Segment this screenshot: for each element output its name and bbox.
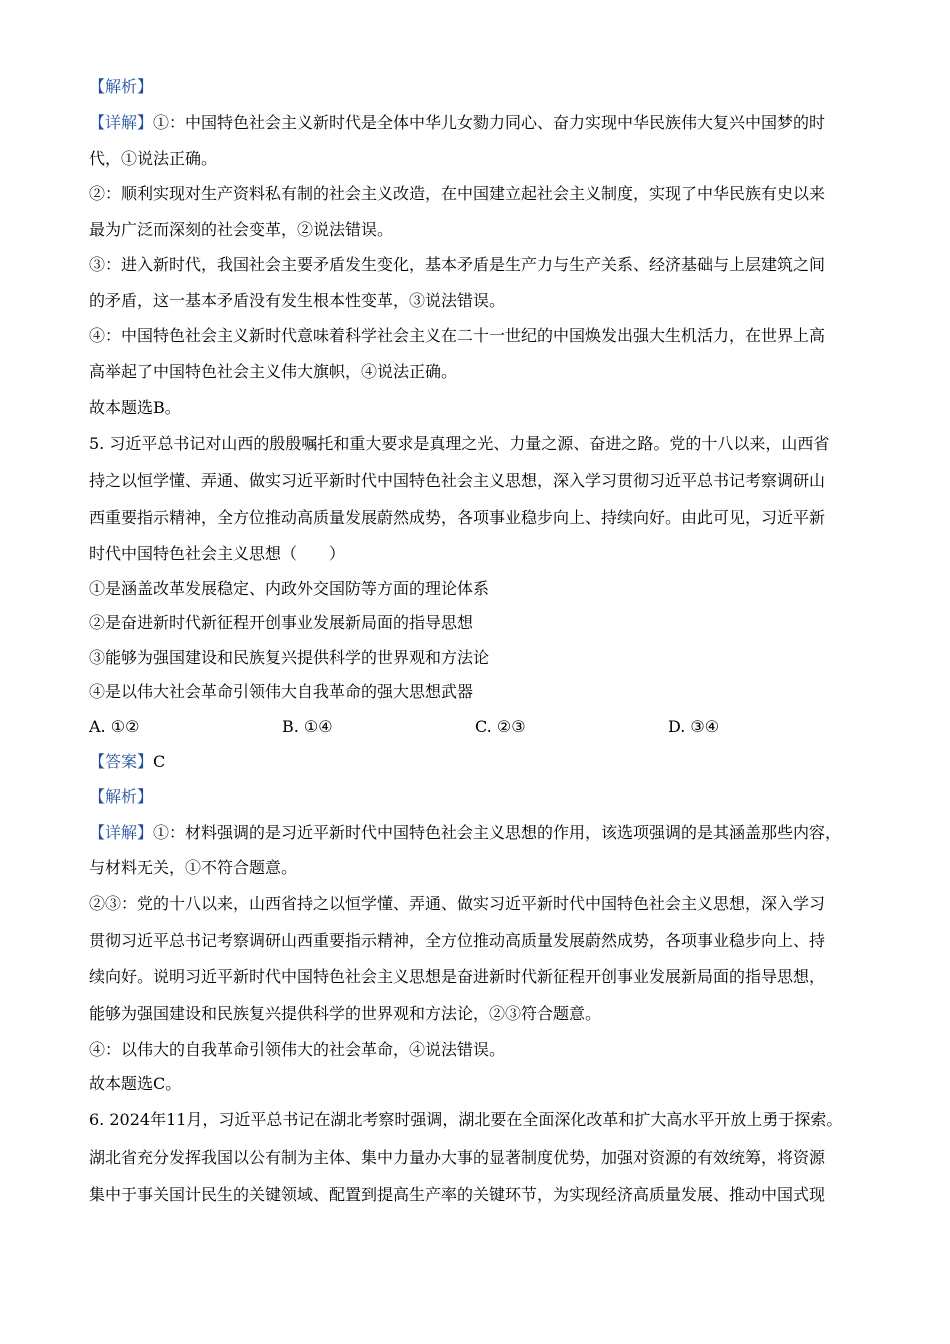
q4-detail-line-4: 最为广泛而深刻的社会变革，②说法错误。 bbox=[89, 220, 394, 239]
q5-answer-label: 【答案】 bbox=[89, 752, 154, 771]
q4-analysis-label: 【解析】 bbox=[89, 77, 154, 96]
q5-statement-1: ①是涵盖改革发展稳定、内政外交国防等方面的理论体系 bbox=[89, 579, 490, 598]
q5-detail-label: 【详解】 bbox=[89, 823, 154, 842]
q4-detail-line-7: ④：中国特色社会主义新时代意味着科学社会主义在二十一世纪的中国焕发出强大生机活力，在世界上高 bbox=[89, 326, 826, 345]
q5-detail-line-1: 【详解】①：材料强调的是习近平新时代中国特色社会主义思想的作用，该选项强调的是其涵盖那些内容， bbox=[89, 823, 842, 842]
q5-stem-line-1: 5. 习近平总书记对山西的殷殷嘱托和重大要求是真理之光、力量之源、奋进之路。党的十八以来，山西省 bbox=[89, 434, 830, 453]
q5-detail-line-4: 贯彻习近平总书记考察调研山西重要指示精神，全方位推动高质量发展蔚然成势，各项事业稳步向上、持 bbox=[89, 931, 826, 950]
q5-conclusion: 故本题选C。 bbox=[89, 1074, 182, 1093]
q6-stem-line-2: 湖北省充分发挥我国以公有制为主体、集中力量办大事的显著制度优势，加强对资源的有效统筹，将资源 bbox=[89, 1148, 826, 1167]
q5-statement-3: ③能够为强国建设和民族复兴提供科学的世界观和方法论 bbox=[89, 648, 490, 667]
q4-detail-line-6: 的矛盾，这一基本矛盾没有发生根本性变革，③说法错误。 bbox=[89, 291, 506, 310]
q5-answer-value: C bbox=[153, 752, 166, 771]
q5-option-a: A. ①② bbox=[89, 717, 140, 736]
q5-answer bbox=[89, 751, 889, 773]
q6-stem-line-1: 6. 2024年11月，习近平总书记在湖北考察时强调，湖北要在全面深化改革和扩大高水平开放上勇于探索。 bbox=[89, 1110, 843, 1129]
q4-conclusion: 故本题选B。 bbox=[89, 398, 181, 417]
q5-detail-line-2: 与材料无关，①不符合题意。 bbox=[89, 858, 298, 877]
q4-detail-line-8: 高举起了中国特色社会主义伟大旗帜，④说法正确。 bbox=[89, 362, 458, 381]
q5-option-c: C. ②③ bbox=[475, 717, 526, 736]
q5-statement-2: ②是奋进新时代新征程开创事业发展新局面的指导思想 bbox=[89, 613, 474, 632]
q4-detail-line-3: ②：顺利实现对生产资料私有制的社会主义改造，在中国建立起社会主义制度，实现了中华民族有史以来 bbox=[89, 184, 826, 203]
q5-stem-line-3: 西重要指示精神，全方位推动高质量发展蔚然成势，各项事业稳步向上、持续向好。由此可见，习近平新 bbox=[89, 508, 826, 527]
q5-stem-line-2: 持之以恒学懂、弄通、做实习近平新时代中国特色社会主义思想，深入学习贯彻习近平总书记考察调研山 bbox=[89, 471, 826, 490]
q5-stem-line-4: 时代中国特色社会主义思想（ ） bbox=[89, 544, 346, 563]
q4-detail-line-5: ③：进入新时代，我国社会主要矛盾发生变化，基本矛盾是生产力与生产关系、经济基础与上层建筑之间 bbox=[89, 255, 826, 274]
q5-option-b: B. ①④ bbox=[282, 717, 333, 736]
q4-detail-line-2: 代，①说法正确。 bbox=[89, 149, 218, 168]
q5-option-d: D. ③④ bbox=[668, 717, 720, 736]
q5-detail-line-6: 能够为强国建设和民族复兴提供科学的世界观和方法论，②③符合题意。 bbox=[89, 1004, 602, 1023]
q5-detail-line-7: ④：以伟大的自我革命引领伟大的社会革命，④说法错误。 bbox=[89, 1040, 506, 1059]
q5-statement-4: ④是以伟大社会革命引领伟大自我革命的强大思想武器 bbox=[89, 682, 474, 701]
q5-detail-line-5: 续向好。说明习近平新时代中国特色社会主义思想是奋进新时代新征程开创事业发展新局面的指导思想， bbox=[89, 967, 826, 986]
q5-analysis-label: 【解析】 bbox=[89, 787, 154, 806]
q4-detail-label: 【详解】 bbox=[89, 113, 154, 132]
q5-detail-line-3: ②③：党的十八以来，山西省持之以恒学懂、弄通、做实习近平新时代中国特色社会主义思想，深入学习 bbox=[89, 894, 826, 913]
q4-detail-line-1: 【详解】①：中国特色社会主义新时代是全体中华儿女勠力同心、奋力实现中华民族伟大复兴中国梦的时 bbox=[89, 113, 826, 132]
q6-stem-line-3: 集中于事关国计民生的关键领域、配置到提高生产率的关键环节，为实现经济高质量发展、推动中国式现 bbox=[89, 1185, 826, 1204]
